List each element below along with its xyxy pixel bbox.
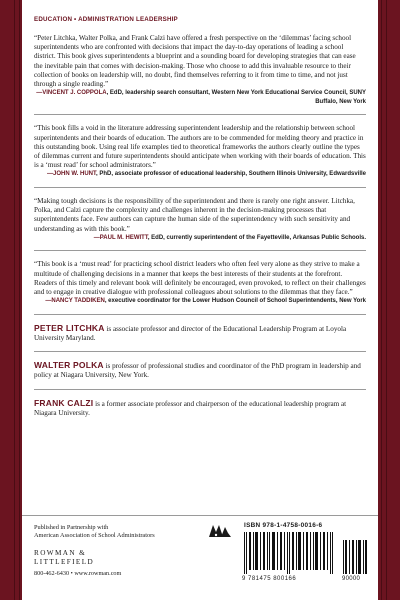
isbn-label: ISBN 978-1-4758-0016-6 <box>244 522 323 529</box>
barcode-block <box>242 522 368 596</box>
endorsement-attribution: —VINCENT J. COPPOLA, EdD, leadership search consultant, Western New York Educational Service Council, SUNY Buffalo, New York <box>36 90 366 105</box>
barcode-number: 9 781475 800166 <box>242 576 297 582</box>
partnership-line: Published in Partnership with <box>34 524 109 531</box>
publisher-contact: 800-462-6430 • www.rowman.com <box>34 570 122 577</box>
attribution-name: JOHN W. HUNT <box>53 171 97 178</box>
divider <box>34 389 366 390</box>
author-bio <box>34 399 366 418</box>
endorsement-quote: “This book fills a void in the literature addressing superintendent leadership and the relationship between school superintendents and their boards of education. The authors are to be commended for melding theory and practice in this outstanding book. Using real life examples tied to theoretical frameworks the authors clearly outline the types of dilemmas current and future superintendents should anticipate when working with their boards of education. This is a ‘must read’ for school administrators.” <box>34 124 366 170</box>
price-code: 90000 <box>342 576 361 582</box>
divider <box>34 351 366 352</box>
author-bio-text: is a former associate professor and chairperson of the educational leadership program at Niagara University. <box>34 399 347 417</box>
endorsement-quote: “This book is a ‘must read’ for practicing school district leaders who often feel very alone as they strive to make a multitude of challenging decisions in a manner that keeps the best interests of their students at the forefront. Readers of this timely and relevant book will definitely be encouraged, even provoked, to reflect on their challenges and to engage in creative dialogue with professional colleagues about solutions to the dilemmas that they face.” <box>34 260 366 297</box>
endorsement-attribution: —PAUL M. HEWITT, EdD, currently superintendent of the Fayetteville, Arkansas Public Schools. <box>93 234 366 241</box>
aasa-logo-icon <box>208 523 232 539</box>
author-bio <box>34 324 366 343</box>
endorsement-attribution: —NANCY TADDIKEN, executive coordinator for the Lower Hudson Council of School Superintendents, New York <box>45 298 366 305</box>
divider <box>34 314 366 315</box>
publisher-block <box>34 524 184 577</box>
price-barcode-icon <box>342 540 368 574</box>
endorsement-attribution: —JOHN W. HUNT, PhD, associate professor of educational leadership, Southern Illinois University, Edwardsville <box>47 171 366 178</box>
author-name: FRANK CALZI <box>34 397 94 408</box>
attribution-details: , EdD, currently superintendent of the Fayetteville, Arkansas Public Schools. <box>147 234 366 241</box>
barcode-icon <box>242 532 338 574</box>
attribution-name: VINCENT J. COPPOLA <box>42 90 107 97</box>
attribution-details: , PhD, associate professor of educational leadership, Southern Illinois University, Edwardsville <box>96 171 366 178</box>
divider <box>34 114 366 115</box>
endorsements <box>34 34 366 418</box>
divider <box>34 250 366 251</box>
endorsement-quote: “Making tough decisions is the responsibility of the superintendent and there is rarely one right answer. Litchka, Polka, and Calzi capture the complexity and challenges inherent in the decision-making processes that superintendents face. Few authors can capture the human side of the superintendency with such sensitivity and understanding as with this book.” <box>34 197 355 233</box>
author-bio <box>34 361 366 380</box>
publisher-logo: ROWMAN & LITTLEFIELD <box>34 549 95 566</box>
attribution-name: PAUL M. HEWITT <box>99 234 148 241</box>
attribution-name: NANCY TADDIKEN <box>51 298 105 305</box>
attribution-details: , executive coordinator for the Lower Hudson Council of School Superintendents, New York <box>104 298 366 305</box>
author-name: WALTER POLKA <box>34 360 104 371</box>
partner-organization: American Association of School Administrators <box>34 531 155 539</box>
attribution-details: , EdD, leadership search consultant, Western New York Educational Service Council, SUNY Buffalo, New York <box>106 90 366 105</box>
right-edge-strip <box>378 0 400 600</box>
author-bio-text: is professor of professional studies and coordinator of the PhD program in leadership and policy at Niagara University, New York. <box>34 362 361 380</box>
category-label: EDUCATION • ADMINISTRATION LEADERSHIP <box>34 16 178 23</box>
author-name: PETER LITCHKA <box>34 322 105 333</box>
divider <box>34 187 366 188</box>
left-spine-strip <box>0 0 22 600</box>
author-bio-text: is associate professor and director of the Educational Leadership Program at Loyola University Maryland. <box>34 324 347 343</box>
endorsement-quote: “Peter Litchka, Walter Polka, and Frank Calzi have offered a fresh perspective on the ‘dilemmas’ facing school superintendents who are confronted with decisions that impact the day-to-day operations of leading a school district. This book gives superintendents a blueprint and a sounding board for developing strategies that can ease the inevitable pain that comes with decision-making. Those who choose to add this invaluable resource to their collection of books on leadership will, no doubt, find themselves referring to it from time to time, and not just through a single reading.” <box>34 34 356 89</box>
footer-divider <box>22 515 378 516</box>
cover-page <box>22 0 378 600</box>
